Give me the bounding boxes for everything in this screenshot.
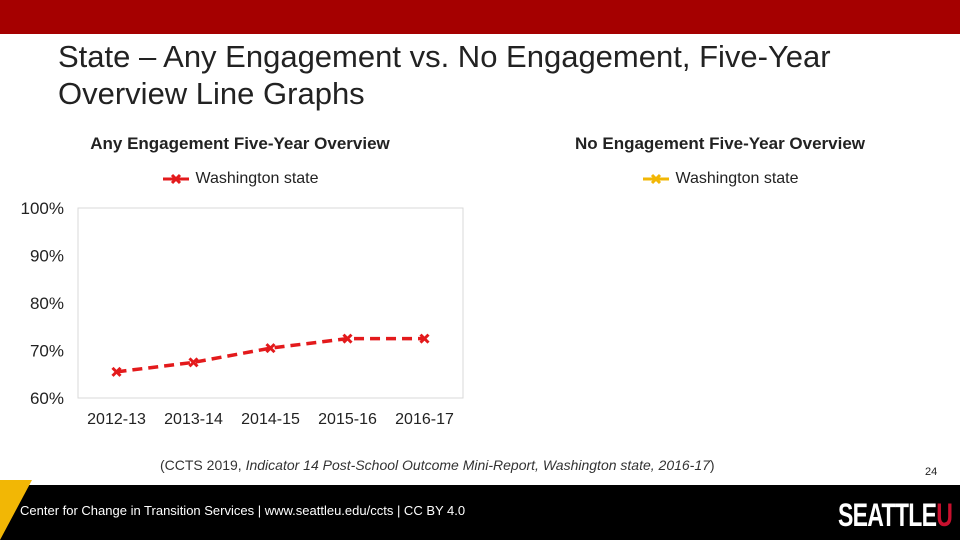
x-tick-label: 2015-16 [318,411,377,428]
no-engagement-chart [480,130,960,430]
no-engagement-legend [480,170,960,188]
legend-label: Washington state [675,170,799,187]
logo-main: SEATTLE [838,497,937,533]
no-engagement-chart-title: No Engagement Five-Year Overview [574,134,866,153]
citation-suffix: ) [709,457,715,473]
series-line [117,339,425,372]
y-tick-label: 60% [29,389,64,408]
legend-label: Washington state [195,170,319,187]
page-number: 24 [925,466,938,478]
y-tick-label: 70% [29,341,64,361]
slide-title: State – Any Engagement vs. No Engagement, Five-Year Overview Line Graphs [58,39,831,111]
top-accent-bar [0,0,960,34]
any-engagement-chart [0,130,480,430]
legend-line-marker-icon [641,173,671,185]
x-tick-label: 2013-14 [164,411,223,428]
x-tick-label: 2012-13 [87,411,146,428]
x-tick-label: 2014-15 [241,411,300,428]
y-tick-label: 80% [29,294,64,313]
legend-line-marker-icon [161,173,191,185]
any-engagement-chart-title: Any Engagement Five-Year Overview [90,134,390,153]
citation-source: Indicator 14 Post-School Outcome Mini-Report, Washington state, 2016-17 [245,457,710,473]
footer-text: Center for Change in Transition Services | www.seattleu.edu/ccts | CC BY 4.0 [20,503,466,518]
logo-accent: U [936,497,953,533]
seattleu-logo [838,497,952,534]
y-tick-label: 100% [20,199,64,218]
any-engagement-legend [0,170,480,188]
y-tick-label: 90% [29,246,64,266]
citation [160,457,820,473]
x-tick-label: 2016-17 [395,411,454,428]
citation-prefix: (CCTS 2019, [160,457,246,473]
